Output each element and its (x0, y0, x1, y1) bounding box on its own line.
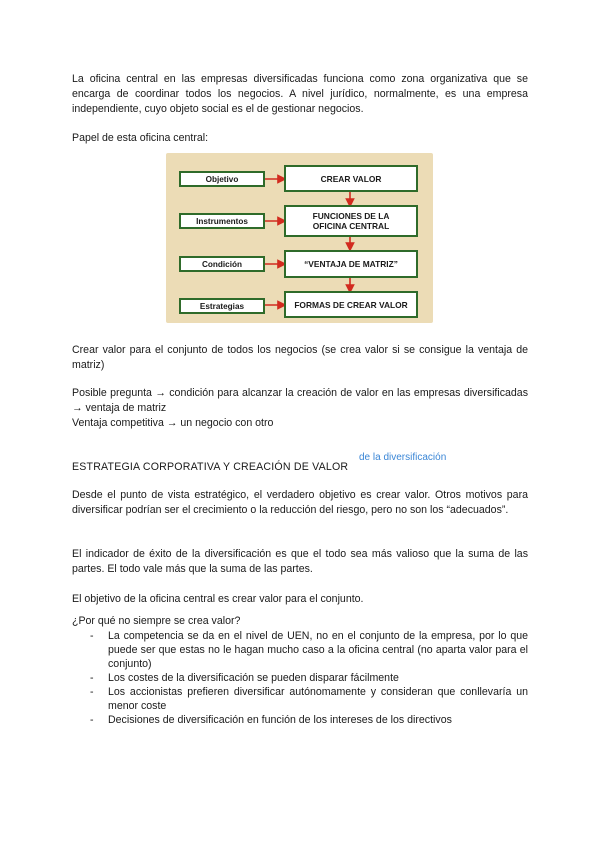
list-item: - Los costes de la diversificación se pueden disparar fácilmente (90, 672, 399, 684)
box-crear-valor: CREAR VALOR (284, 165, 418, 192)
dash-marker: - (90, 686, 94, 698)
box-ventaja-de-matriz: “VENTAJA DE MATRIZ” (284, 250, 418, 278)
handwritten-annotation: de la diversificación (359, 452, 447, 463)
label-condicion: Condición (179, 256, 265, 272)
crear-valor-paragraph: Crear valor para el conjunto de todos los negocios (se crea valor si se consigue la ventaja de matriz) (72, 344, 528, 371)
box-formas-crear-valor: FORMAS DE CREAR VALOR (284, 291, 418, 318)
dash-marker: - (90, 630, 94, 642)
indicador-paragraph: El indicador de éxito de la diversificación es que el todo sea más valioso que la suma de las partes. El todo vale más que la suma de las partes. (72, 548, 528, 575)
central-office-role-diagram (166, 153, 433, 323)
dash-marker: - (90, 672, 94, 684)
list-item: - Decisiones de diversificación en función de los intereses de los directivos (90, 714, 452, 726)
desde-paragraph: Desde el punto de vista estratégico, el verdadero objetivo es crear valor. Otros motivos para diversificar podrían ser el crecimiento o la reducción del riesgo, pero no son los “adecuados”. (72, 489, 528, 516)
label-instrumentos: Instrumentos (179, 213, 265, 229)
question-line: ¿Por qué no siempre se crea valor? (72, 615, 241, 627)
list-item: - La competencia se da en el nivel de UEN, no en el conjunto de la empresa, por lo que puede ser que estas no le hagan mucho caso a la oficina central (no aparta valor para el conjunto) (90, 630, 528, 670)
label-objetivo: Objetivo (179, 171, 265, 187)
objetivo-paragraph: El objetivo de la oficina central es crear valor para el conjunto. (72, 593, 364, 605)
intro-paragraph: La oficina central en las empresas diversificadas funciona como zona organizativa que se encarga de coordinar todos los negocios. A nivel jurídico, normalmente, es una empresa independiente, cuyo objeto social es el de gestionar negocios. (72, 73, 528, 115)
ventaja-competitiva-line: Ventaja competitiva → un negocio con otro (72, 417, 274, 429)
dash-marker: - (90, 714, 94, 726)
list-item: - Los accionistas prefieren diversificar autónomamente y consideran que conllevaría un menor coste (90, 686, 528, 712)
papel-title: Papel de esta oficina central: (72, 132, 209, 144)
box-funciones-oficina-central: FUNCIONES DE LA OFICINA CENTRAL (284, 205, 418, 237)
posible-pregunta-paragraph: Posible pregunta → condición para alcanzar la creación de valor en las empresas diversificadas → ventaja de matriz (72, 387, 528, 414)
label-estrategias: Estrategias (179, 298, 265, 314)
section-heading: ESTRATEGIA CORPORATIVA Y CREACIÓN DE VALOR (72, 461, 349, 473)
reasons-list (72, 629, 528, 727)
